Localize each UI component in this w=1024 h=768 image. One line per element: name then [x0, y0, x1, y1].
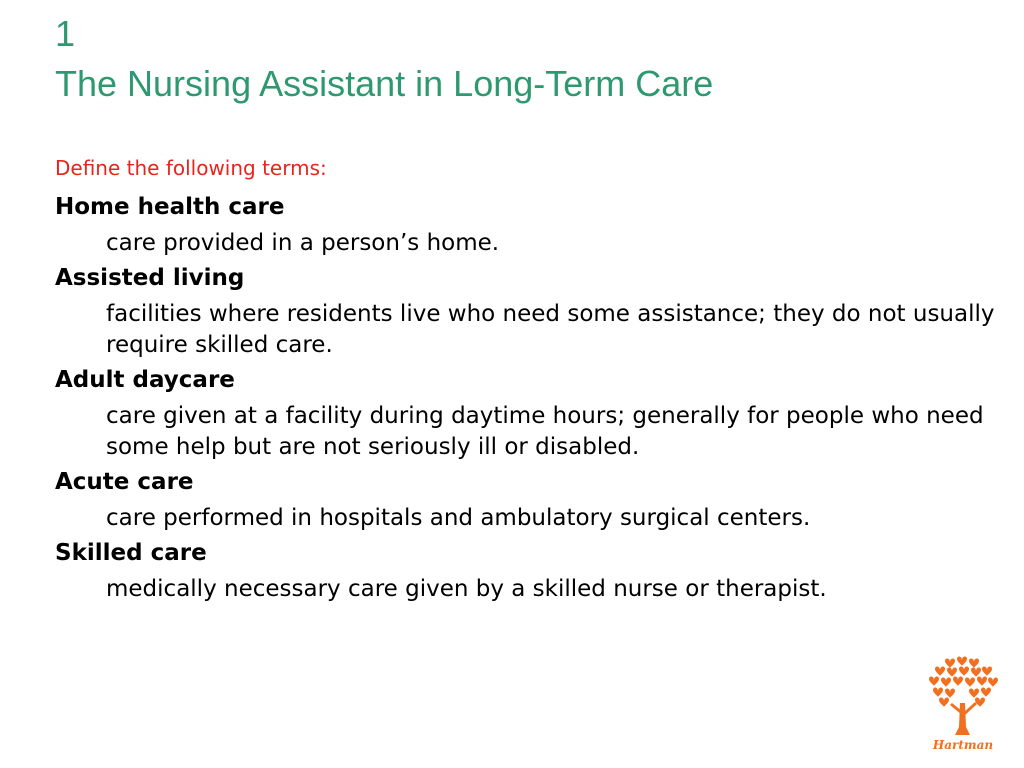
term-entry-adult-daycare	[55, 365, 1005, 463]
term-definition: medically necessary care given by a skilled nurse or therapist.	[106, 576, 827, 602]
term-heading: Home health care	[55, 194, 285, 220]
logo-text: Hartman	[932, 738, 994, 752]
term-definition: facilities where residents live who need some assistance; they do not usually require skilled care.	[106, 301, 995, 358]
term-definition: care performed in hospitals and ambulatory surgical centers.	[106, 505, 811, 531]
term-entry-assisted-living	[55, 263, 1005, 361]
terms-prompt: Define the following terms:	[55, 156, 327, 180]
term-entry-acute-care	[55, 467, 1005, 534]
term-list	[55, 192, 1005, 609]
term-heading: Skilled care	[55, 540, 207, 566]
term-entry-home-health-care	[55, 192, 1005, 259]
slide-title: The Nursing Assistant in Long-Term Care	[55, 63, 714, 104]
term-definition: care given at a facility during daytime hours; generally for people who need some help but are not seriously ill or disabled.	[106, 403, 984, 460]
term-heading: Acute care	[55, 469, 194, 495]
term-definition: care provided in a person’s home.	[106, 230, 500, 256]
term-entry-skilled-care	[55, 538, 1005, 605]
term-heading: Adult daycare	[55, 367, 235, 393]
chapter-number: 1	[55, 13, 76, 54]
term-heading: Assisted living	[55, 265, 245, 291]
